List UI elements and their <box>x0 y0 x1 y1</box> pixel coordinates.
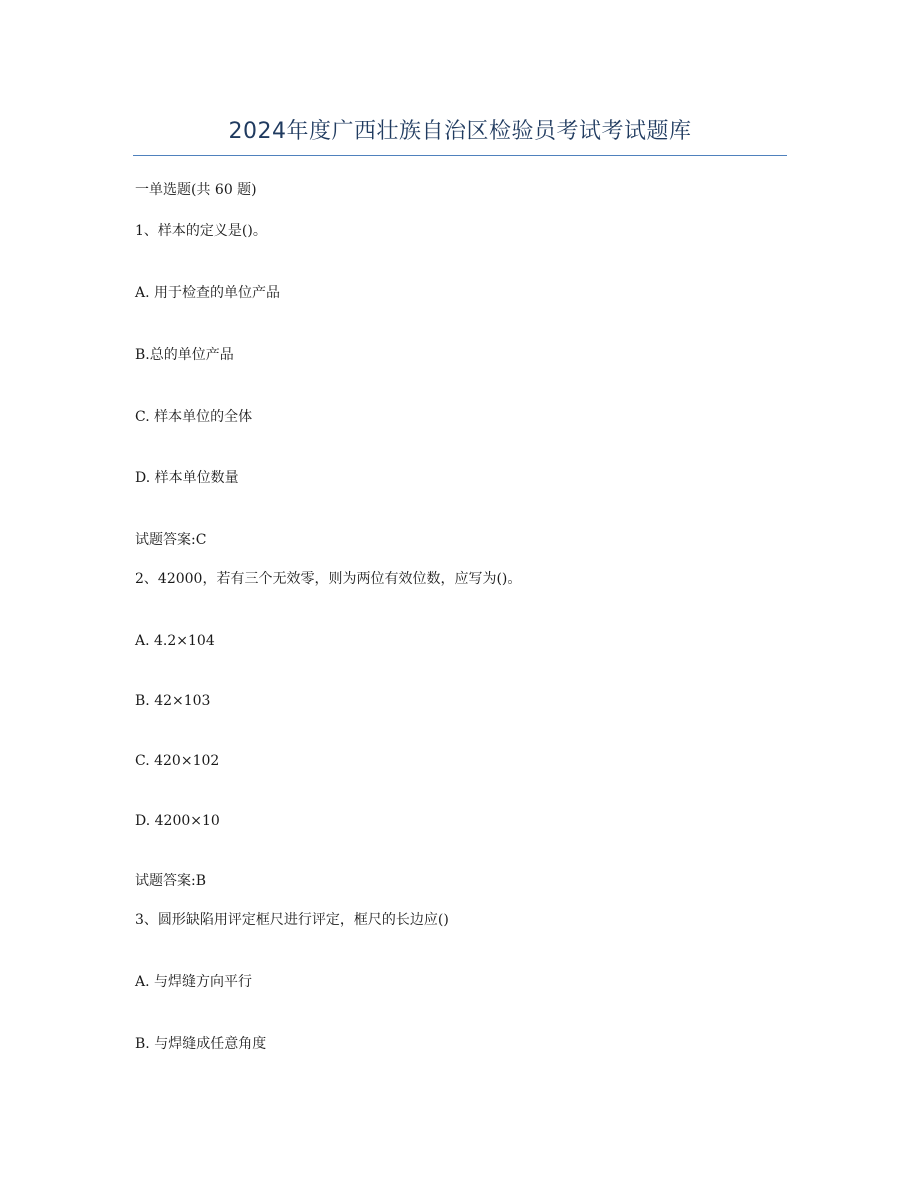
question-1-stem: 1、样本的定义是()。 <box>135 223 267 239</box>
question-2-option-c: C. 420×102 <box>135 753 220 769</box>
question-3-option-b: B. 与焊缝成任意角度 <box>135 1036 267 1052</box>
question-1-option-c: C. 样本单位的全体 <box>135 409 253 425</box>
question-1-option-a: A. 用于检查的单位产品 <box>135 285 281 301</box>
question-2-option-a: A. 4.2×104 <box>135 633 215 649</box>
document-title: 2024年度广西壮族自治区检验员考试考试题库 <box>228 119 692 144</box>
section-heading: 一单选题(共 60 题) <box>135 182 257 198</box>
question-2-answer: 试题答案:B <box>135 873 207 889</box>
question-3-stem: 3、圆形缺陷用评定框尺进行评定，框尺的长边应() <box>135 912 449 928</box>
question-1-option-b: B.总的单位产品 <box>135 347 234 363</box>
question-2-option-d: D. 4200×10 <box>135 813 220 829</box>
question-1-option-d: D. 样本单位数量 <box>135 470 239 486</box>
question-2-option-b: B. 42×103 <box>135 693 211 709</box>
title-divider <box>133 155 787 156</box>
question-2-stem: 2、42000，若有三个无效零，则为两位有效位数，应写为()。 <box>135 571 522 587</box>
question-1-answer: 试题答案:C <box>135 532 207 548</box>
question-3-option-a: A. 与焊缝方向平行 <box>135 974 253 990</box>
